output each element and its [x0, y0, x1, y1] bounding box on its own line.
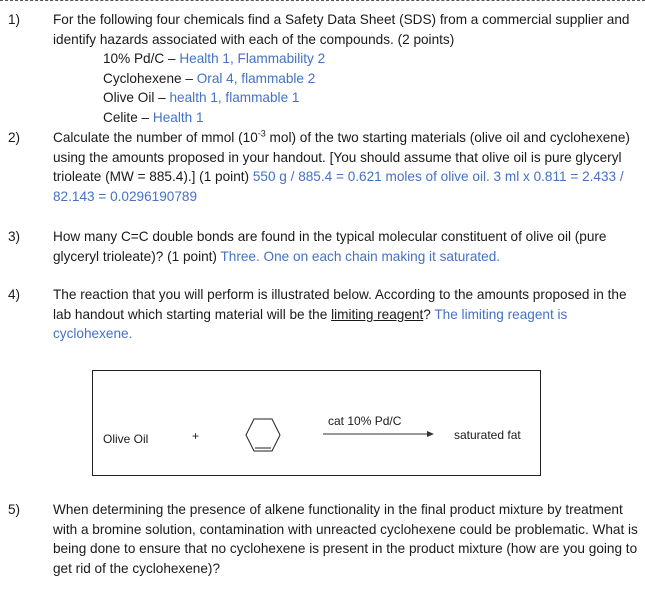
hazard-answer: Health 1, Flammability 2	[179, 51, 326, 66]
top-dashed-rule	[0, 0, 645, 1]
hazard-item-pdc: 10% Pd/C – Health 1, Flammability 2	[103, 51, 326, 66]
reaction-scheme-box	[92, 370, 541, 476]
q4-text: The reaction that you will perform is illustrated below. According to the amounts proposed in the lab handout which starting material will be the limiting reagent? The limiting reagent is cyclohexene.	[53, 287, 627, 341]
hazard-item-celite: Celite – Health 1	[103, 109, 204, 125]
q4-number: 4)	[8, 287, 21, 302]
hazard-answer: health 1, flammable 1	[169, 90, 300, 105]
hazard-answer: Health 1	[152, 109, 204, 125]
hazard-item-olive-oil: Olive Oil – health 1, flammable 1	[103, 90, 300, 105]
catalyst-label: cat 10% Pd/C	[328, 414, 402, 428]
reactant-olive-oil: Olive Oil	[103, 432, 149, 446]
q3-text: How many C=C double bonds are found in the typical molecular constituent of olive oil (pure glyceryl trioleate)? (1 point) Three. One on each chain making it saturated.	[53, 229, 607, 264]
limiting-reagent-term: limiting reagent	[331, 306, 424, 322]
hazard-answer: Oral 4, flammable 2	[196, 70, 316, 86]
q5-text: When determining the presence of alkene functionality in the final product mixture by treatment with a bromine solution, contamination with unreacted cyclohexene could be problematic. What is being done to ensure that no cyclohexene is present in the product mixture (how are you going to get rid of the cyclohexene)?	[53, 502, 638, 576]
q3-number: 3)	[8, 229, 21, 244]
q4-answer: The limiting reagent is cyclohexene.	[53, 306, 568, 341]
q1-number: 1)	[8, 12, 21, 27]
product-saturated-fat: saturated fat	[454, 428, 521, 442]
reaction-arrow-icon	[323, 430, 435, 438]
plus-sign: +	[192, 429, 200, 443]
q3-answer: Three. One on each chain making it saturated.	[220, 248, 501, 264]
cyclohexene-structure-icon	[245, 417, 281, 453]
q2-text: Calculate the number of mmol ($10^{-3}$ mol) of the two starting materials (olive oil and cyclohexene) using the amounts proposed in your handout. [You should assume that olive oil is pure glyceryl trioleate (MW = 885.4).] (1 point) 550 g / 885.4 = 0.621 moles of olive oil. 3 ml x 0.811 = 2.433 / 82.143 = 0.0296190789	[53, 128, 630, 204]
q2-answer: 550 g / 885.4 = 0.621 moles of olive oil. 3 ml x 0.811 = 2.433 / 82.143 = 0.0296190789	[53, 169, 624, 204]
q5-number: 5)	[8, 502, 21, 517]
q1-text: For the following four chemicals find a Safety Data Sheet (SDS) from a commercial supplier and identify hazards associated with each of the compounds. (2 points)	[53, 12, 630, 47]
hazard-item-cyclohexene: Cyclohexene – Oral 4, flammable 2	[103, 70, 316, 86]
q2-number: 2)	[8, 130, 21, 145]
